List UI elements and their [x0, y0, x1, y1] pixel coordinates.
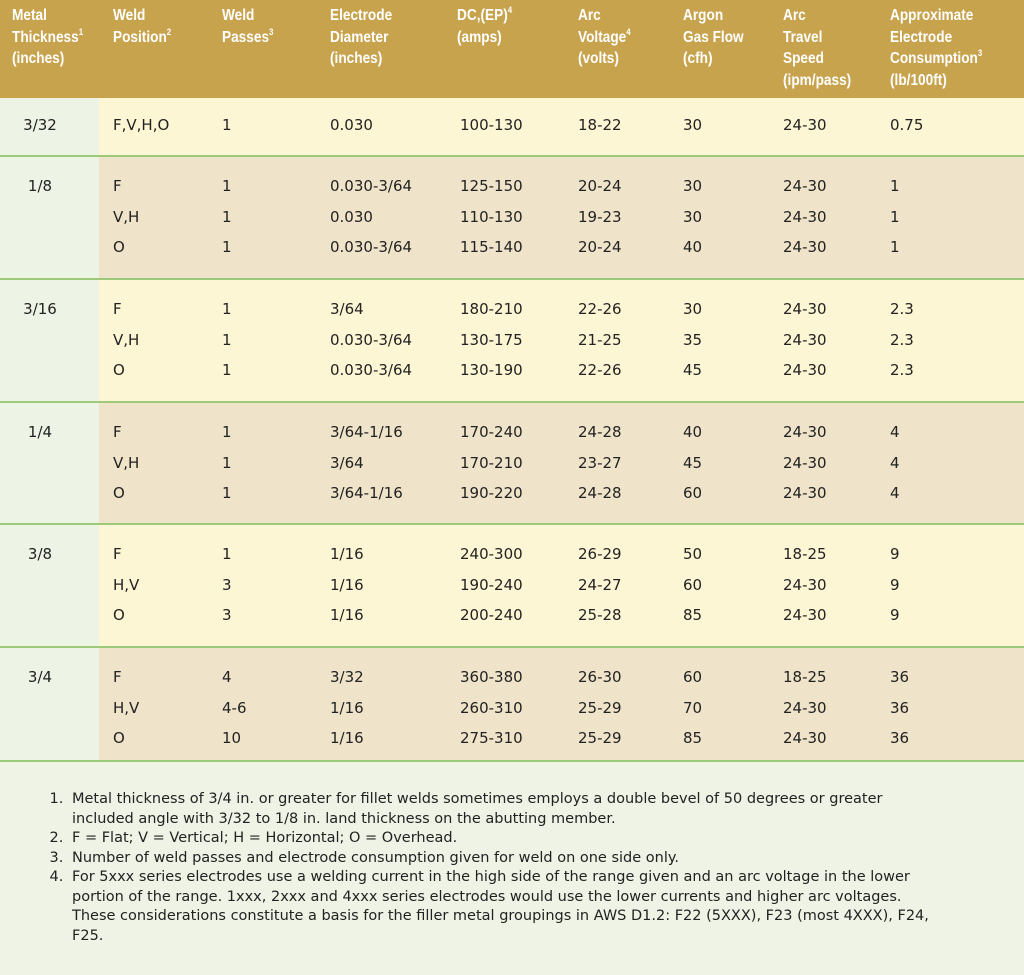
table-cell: 18-25 [783, 668, 827, 686]
table-cell: 0.030 [330, 207, 373, 226]
header-line: Position [113, 28, 167, 46]
table-cell: 10 [222, 729, 242, 747]
table-cell: 1 [222, 361, 232, 379]
table-cell: 30 [683, 300, 703, 318]
table-cell: 3/64-1/16 [330, 423, 403, 441]
group-bg [99, 280, 1024, 401]
table-cell: 1 [222, 300, 232, 318]
table-cell: 3 [222, 606, 232, 624]
footnote-ref: 1 [78, 26, 84, 37]
footnote-ref: 2 [166, 26, 172, 37]
table-cell: 9 [890, 606, 900, 624]
table-cell: F [113, 423, 122, 441]
table-cell: 0.030-3/64 [330, 361, 413, 379]
column-header [890, 5, 982, 91]
table-cell: 1 [890, 207, 900, 226]
table-cell: 23-27 [578, 453, 622, 472]
table-cell: 24-30 [783, 207, 827, 226]
header-line: Gas Flow [683, 28, 744, 46]
table-cell: 24-30 [783, 606, 827, 624]
table-cell: 30 [683, 177, 703, 195]
footnote: 1. Metal thickness of 3/4 in. or greater for fillet welds sometimes employs a double bevel of 50 degrees or greater included angle with 3/32 to 1/8 in. land thickness on the abutting member. [68, 790, 948, 829]
table-cell: 3/64-1/16 [330, 484, 403, 502]
table-cell: 1/16 [330, 698, 364, 717]
table-cell: 1 [222, 423, 232, 441]
table-cell: 36 [890, 668, 910, 686]
column-header [222, 5, 273, 48]
metal-thickness: 3/16 [23, 300, 57, 318]
table-cell: 4 [222, 668, 232, 686]
table-cell: 85 [683, 729, 703, 747]
table-cell: 24-30 [783, 361, 827, 379]
table-cell: 125-150 [460, 177, 523, 195]
header-line: (cfh) [683, 50, 713, 67]
table-cell: 260-310 [460, 698, 523, 717]
table-cell: 1/16 [330, 545, 364, 563]
table-cell: 40 [683, 423, 703, 441]
header-line: Travel [783, 28, 823, 46]
thickness-group [0, 525, 1024, 648]
table-cell: 24-30 [783, 729, 827, 747]
table-cell: 1 [222, 207, 232, 226]
footnote: 4. For 5xxx series electrodes use a welding current in the high side of the range given and an arc voltage in the lower portion of the range. 1xxx, 2xxx and 4xxx series electrodes would use the lower currents and higher arc voltages. These considerations constitute a basis for the filler metal groupings in AWS D1.2: F22 (5XXX), F23 (most 4XXX), F24, F25. [68, 868, 948, 946]
table-cell: 18-22 [578, 116, 622, 134]
metal-thickness: 3/4 [27, 668, 53, 686]
table-cell: 115-140 [460, 238, 523, 256]
table-cell: 4-6 [222, 698, 247, 717]
table-cell: 4 [890, 453, 900, 472]
header-line: Arc [578, 7, 601, 24]
table-cell: 3/32 [330, 668, 364, 686]
footnotes [0, 762, 1024, 975]
table-cell: 24-28 [578, 423, 622, 441]
table-cell: 30 [683, 116, 703, 134]
table-cell: 30 [683, 207, 703, 226]
header-line: DC,(EP) [457, 7, 508, 24]
header-line: Approximate [890, 7, 974, 24]
thickness-cell-bg [0, 648, 99, 760]
table-cell: V,H [113, 207, 140, 226]
table-cell: 20-24 [578, 177, 622, 195]
table-cell: 22-26 [578, 361, 622, 379]
header-line: Weld [222, 7, 255, 24]
table-cell: 1/16 [330, 606, 364, 624]
table-cell: 2.3 [890, 300, 914, 318]
table-cell: 1 [222, 177, 232, 195]
table-cell: F [113, 177, 122, 195]
thickness-group [0, 157, 1024, 280]
table-cell: 100-130 [460, 116, 523, 134]
table-cell: V,H [113, 330, 140, 349]
table-cell: 1/16 [330, 729, 364, 747]
table-cell: 180-210 [460, 300, 523, 318]
table-cell: F [113, 545, 122, 563]
table-cell: O [113, 238, 125, 256]
table-cell: O [113, 361, 125, 379]
metal-thickness: 1/8 [27, 177, 53, 195]
table-cell: 1 [890, 177, 900, 195]
table-cell: 25-29 [578, 698, 622, 717]
table-cell: 40 [683, 238, 703, 256]
metal-thickness: 3/8 [27, 545, 53, 563]
table-cell: 240-300 [460, 545, 523, 563]
header-line: Electrode [890, 28, 953, 46]
footnote: 2. F = Flat; V = Vertical; H = Horizontal; O = Overhead. [68, 829, 948, 849]
table-cell: 24-28 [578, 484, 622, 502]
header-line: (inches) [12, 50, 65, 67]
table-cell: 9 [890, 575, 900, 594]
table-cell: 24-30 [783, 330, 827, 349]
table-cell: 35 [683, 330, 703, 349]
header-line: Thickness [12, 28, 79, 46]
table-cell: H,V [113, 575, 140, 594]
table-cell: 170-240 [460, 423, 523, 441]
table-cell: 45 [683, 453, 703, 472]
thickness-cell-bg [0, 403, 99, 523]
table-cell: 60 [683, 668, 703, 686]
table-cell: F,V,H,O [113, 116, 170, 134]
header-line: Weld [113, 7, 146, 24]
table-cell: 36 [890, 729, 910, 747]
table-cell: 360-380 [460, 668, 523, 686]
table-cell: 24-30 [783, 453, 827, 472]
table-cell: 200-240 [460, 606, 523, 624]
thickness-group [0, 98, 1024, 157]
table-cell: 24-30 [783, 177, 827, 195]
footnote-ref: 3 [977, 48, 983, 58]
table-cell: 4 [890, 423, 900, 441]
group-bg [99, 525, 1024, 646]
table-cell: 60 [683, 484, 703, 502]
table-cell: 1 [222, 484, 232, 502]
table-cell: 9 [890, 545, 900, 563]
table-cell: 275-310 [460, 729, 523, 747]
table-cell: 24-30 [783, 484, 827, 502]
group-bg [99, 98, 1024, 155]
table-cell: 1 [222, 238, 232, 256]
table-cell: 22-26 [578, 300, 622, 318]
table-cell: 1 [222, 545, 232, 563]
footnote-ref: 3 [269, 26, 274, 37]
table-cell: 25-29 [578, 729, 622, 747]
table-cell: 70 [683, 698, 703, 717]
table-cell: 19-23 [578, 207, 622, 226]
footnote-ref: 4 [626, 26, 631, 37]
table-cell: 0.030-3/64 [330, 238, 413, 256]
table-cell: 24-30 [783, 238, 827, 256]
table-cell: O [113, 484, 125, 502]
footnote-ref: 4 [507, 5, 513, 15]
table-cell: 2.3 [890, 361, 914, 379]
table-cell: H,V [113, 698, 140, 717]
table-cell: 1 [222, 453, 232, 472]
table-cell: 24-30 [783, 423, 827, 441]
table-cell: 50 [683, 545, 703, 563]
table-cell: 2.3 [890, 330, 914, 349]
table-cell: O [113, 606, 125, 624]
table-cell: 26-29 [578, 545, 622, 563]
table-cell: 24-30 [783, 116, 827, 134]
table-cell: 24-30 [783, 575, 827, 594]
column-header [578, 5, 631, 70]
table-cell: 110-130 [460, 207, 523, 226]
column-header [12, 5, 83, 70]
column-header [113, 5, 171, 48]
thickness-group [0, 403, 1024, 525]
table-cell: 24-30 [783, 300, 827, 318]
table-cell: 24-30 [783, 698, 827, 717]
table-cell: 190-240 [460, 575, 523, 594]
table-cell: 26-30 [578, 668, 622, 686]
metal-thickness: 3/32 [23, 116, 57, 134]
table-cell: 3/64 [330, 300, 364, 318]
header-line: Consumption [890, 50, 978, 67]
header-line: Voltage [578, 28, 627, 46]
table-cell: 3 [222, 575, 232, 594]
table-cell: 24-27 [578, 575, 622, 594]
header-line: Diameter [330, 28, 389, 46]
table-cell: 0.030-3/64 [330, 177, 413, 195]
table-cell: 3/64 [330, 453, 364, 472]
thickness-group [0, 648, 1024, 762]
header-line: Argon [683, 7, 724, 24]
table-cell: F [113, 668, 122, 686]
table-cell: 18-25 [783, 545, 827, 563]
table-cell: 130-190 [460, 361, 523, 379]
table-cell: 1 [222, 116, 232, 134]
metal-thickness: 1/4 [27, 423, 53, 441]
table-cell: 85 [683, 606, 703, 624]
column-header [330, 5, 392, 70]
table-cell: 190-220 [460, 484, 523, 502]
header-line: (lb/100ft) [890, 71, 947, 89]
table-cell: 25-28 [578, 606, 622, 624]
table-cell: 0.030 [330, 116, 373, 134]
table-cell: 45 [683, 361, 703, 379]
table-cell: 170-210 [460, 453, 523, 472]
footnote: 3. Number of weld passes and electrode consumption given for weld on one side only. [68, 849, 948, 869]
header-line: Speed [783, 50, 824, 67]
table-cell: 20-24 [578, 238, 622, 256]
group-bg [99, 157, 1024, 278]
table-cell: 4 [890, 484, 900, 502]
header-line: (volts) [578, 50, 619, 67]
header-line: (inches) [330, 50, 383, 67]
table-header [0, 0, 1024, 98]
column-header [683, 5, 744, 70]
column-header [457, 5, 512, 48]
header-line: Electrode [330, 7, 393, 24]
header-line: Arc [783, 7, 806, 24]
table-cell: V,H [113, 453, 140, 472]
table-cell: 1 [222, 330, 232, 349]
table-cell: F [113, 300, 122, 318]
table-cell: 36 [890, 698, 910, 717]
header-line: Passes [222, 28, 270, 46]
column-header [783, 5, 851, 91]
header-line: (ipm/pass) [783, 71, 852, 89]
table-cell: 1 [890, 238, 900, 256]
table-cell: 0.030-3/64 [330, 330, 413, 349]
table-cell: 60 [683, 575, 703, 594]
thickness-group [0, 280, 1024, 403]
header-line: (amps) [457, 28, 502, 46]
table-cell: O [113, 729, 125, 747]
table-cell: 130-175 [460, 330, 523, 349]
group-bg [99, 403, 1024, 523]
table-cell: 0.75 [890, 116, 924, 134]
header-line: Metal [12, 7, 47, 24]
table-cell: 1/16 [330, 575, 364, 594]
table-cell: 21-25 [578, 330, 622, 349]
